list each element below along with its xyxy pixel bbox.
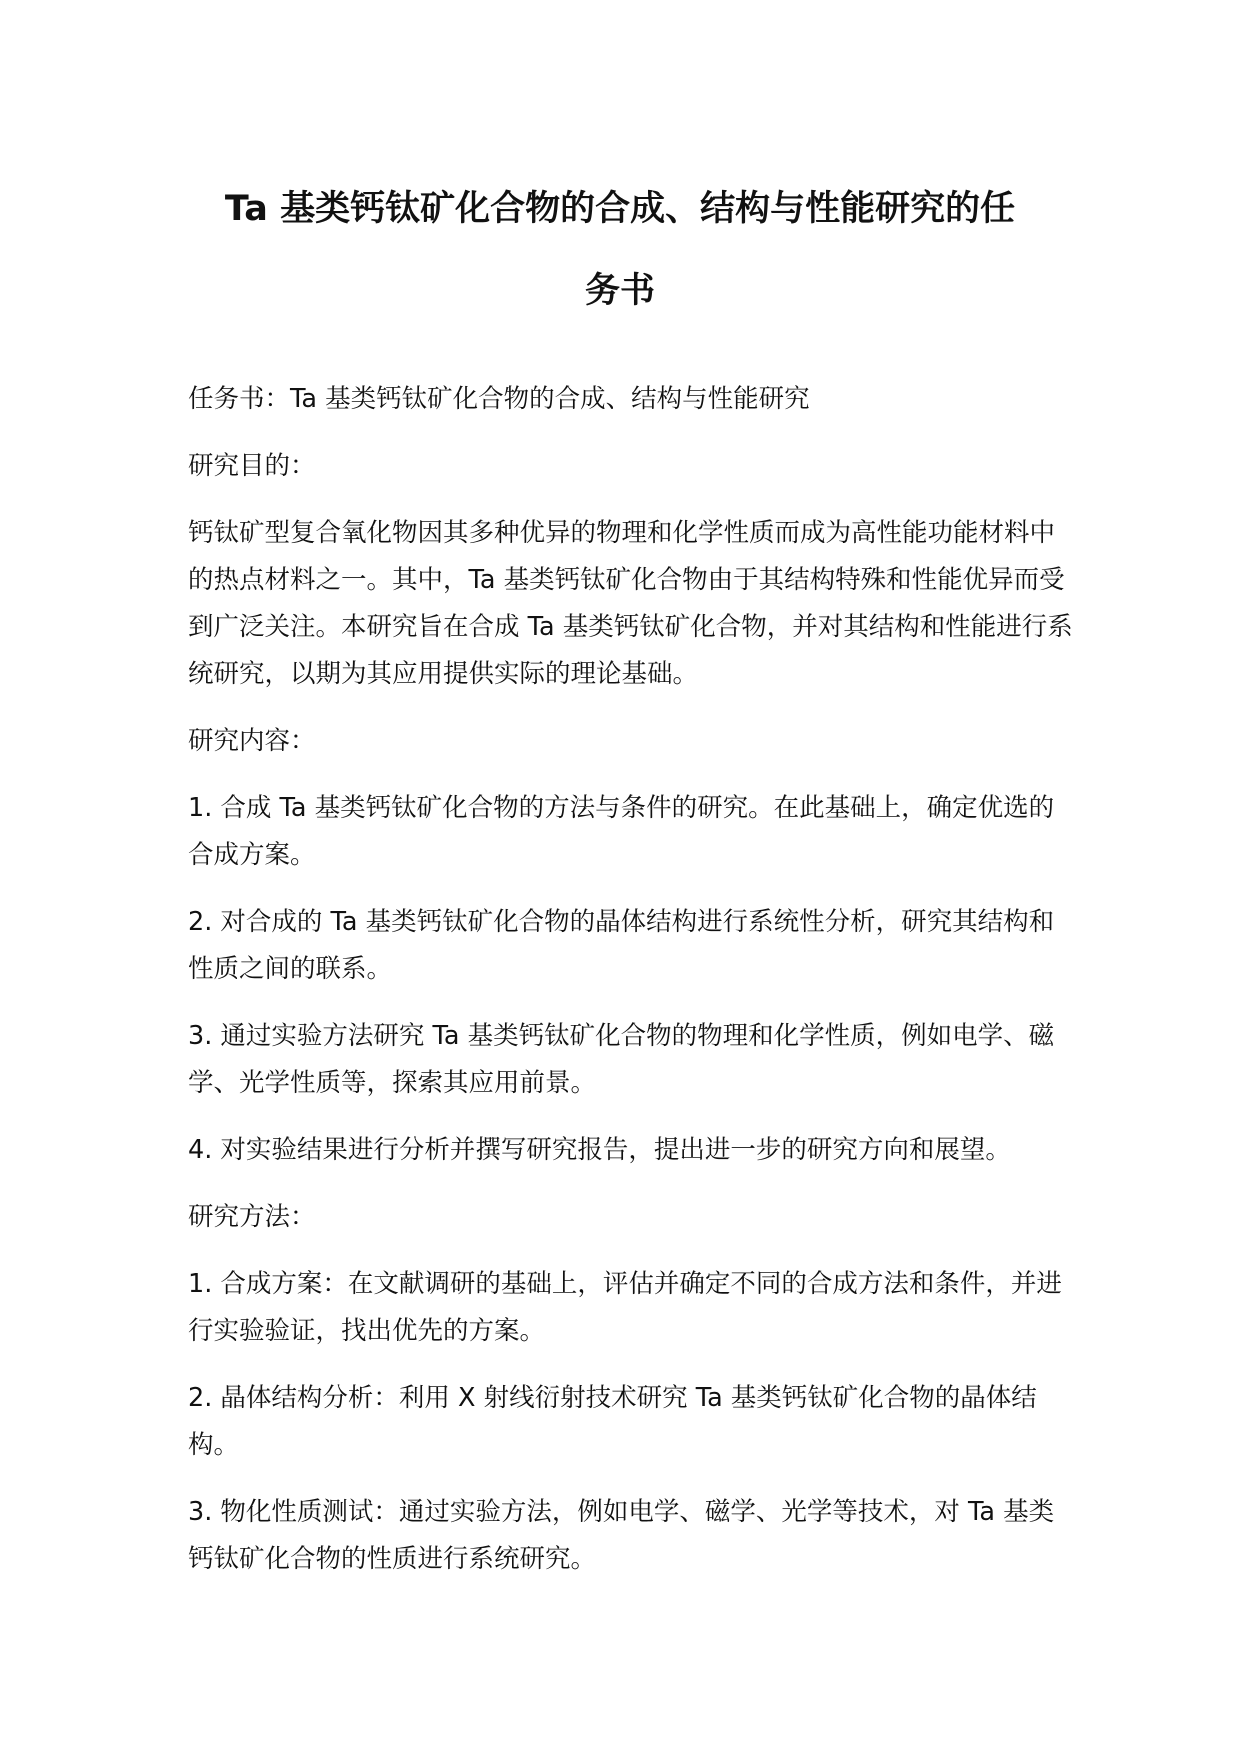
heading-research-content: 研究内容：: [188, 726, 316, 756]
paragraph-task: 任务书：Ta 基类钙钛矿化合物的合成、结构与性能研究: [188, 384, 810, 414]
method-item-3: 3. 物化性质测试：通过实验方法，例如电学、磁学、光学等技术，对 Ta 基类钙钛矿化合物的性质进行系统研究。: [188, 1497, 1055, 1574]
document-title: [150, 168, 1090, 332]
heading-research-purpose: 研究目的：: [188, 451, 316, 481]
method-item-2: 2. 晶体结构分析：利用 X 射线衍射技术研究 Ta 基类钙钛矿化合物的晶体结构。: [188, 1383, 1037, 1460]
paragraph-research-purpose: 钙钛矿型复合氧化物因其多种优异的物理和化学性质而成为高性能功能材料中的热点材料之一。其中，Ta 基类钙钛矿化合物由于其结构特殊和性能优异而受到广泛关注。本研究旨在合成 Ta 基类钙钛矿化合物，并对其结构和性能进行系统研究，以期为其应用提供实际的理论基础。: [188, 518, 1073, 689]
document-body: [188, 376, 1078, 1603]
content-item-2: 2. 对合成的 Ta 基类钙钛矿化合物的晶体结构进行系统性分析，研究其结构和性质之间的联系。: [188, 907, 1055, 984]
content-item-4: 4. 对实验结果进行分析并撰写研究报告，提出进一步的研究方向和展望。: [188, 1135, 1011, 1165]
content-item-3: 3. 通过实验方法研究 Ta 基类钙钛矿化合物的物理和化学性质，例如电学、磁学、光学性质等，探索其应用前景。: [188, 1021, 1055, 1098]
heading-research-method: 研究方法：: [188, 1202, 316, 1232]
method-item-1: 1. 合成方案：在文献调研的基础上，评估并确定不同的合成方法和条件，并进行实验验证，找出优先的方案。: [188, 1269, 1062, 1346]
title-line-2: 务书: [584, 271, 655, 311]
content-item-1: 1. 合成 Ta 基类钙钛矿化合物的方法与条件的研究。在此基础上，确定优选的合成方案。: [188, 793, 1055, 870]
title-line-1: Ta 基类钙钛矿化合物的合成、结构与性能研究的任: [224, 189, 1016, 229]
